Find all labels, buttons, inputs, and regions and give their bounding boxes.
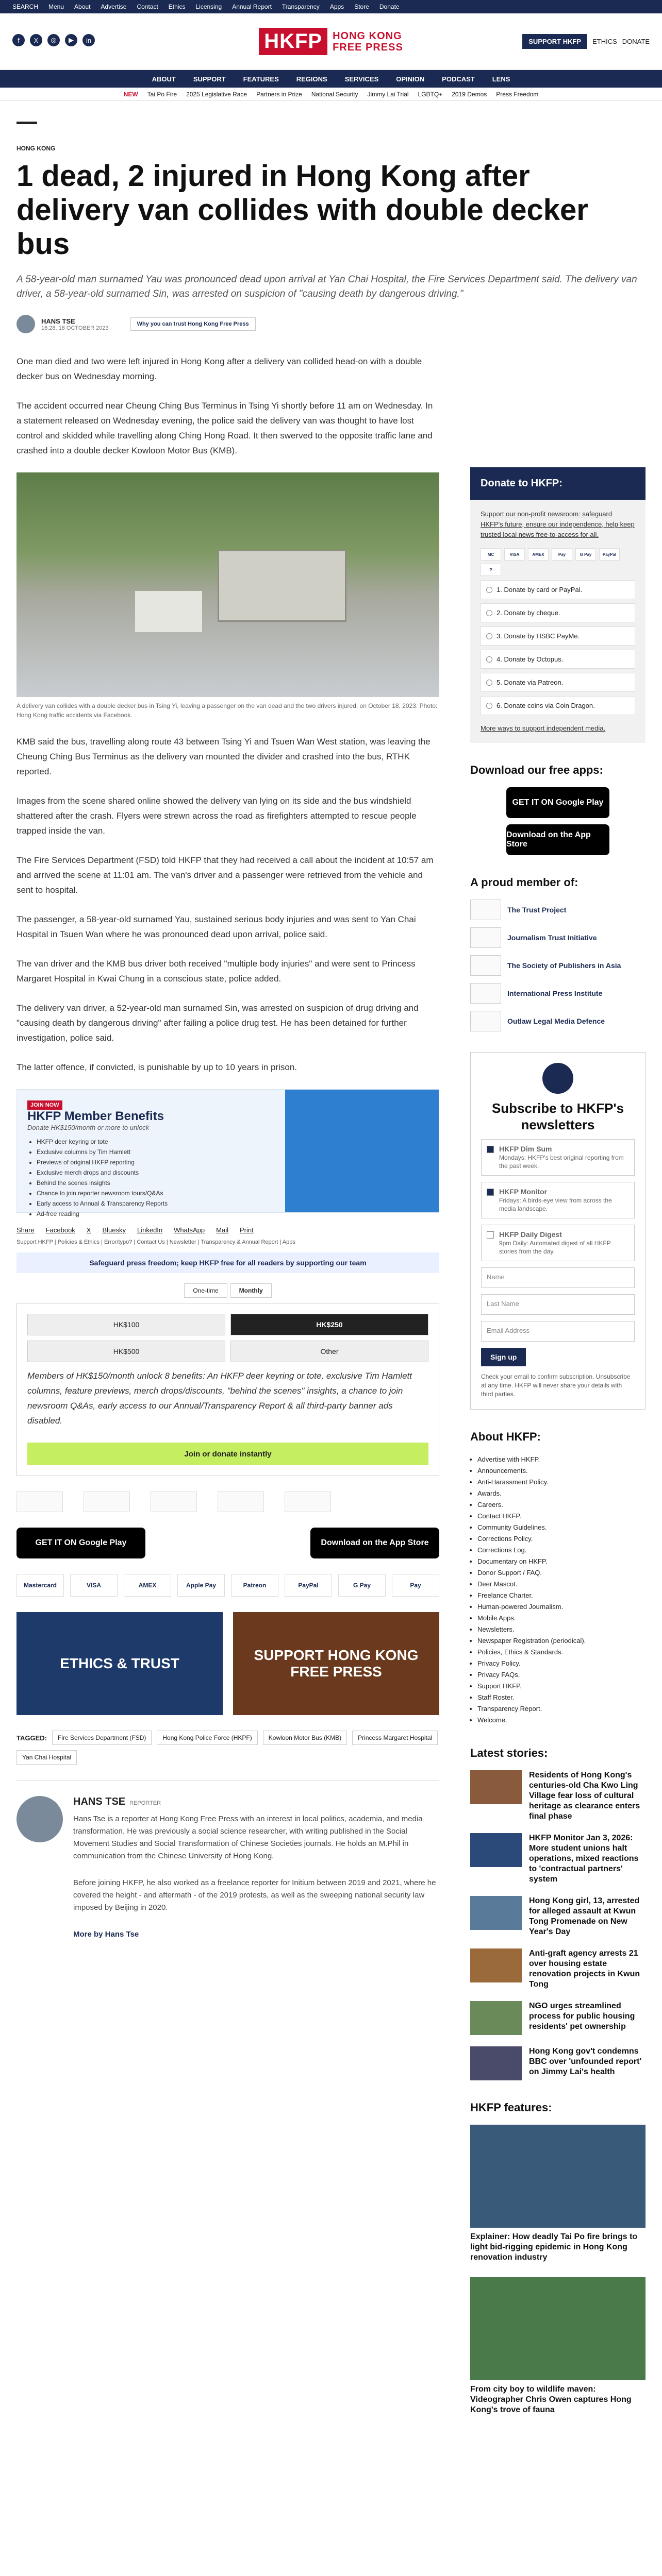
ipi-logo[interactable]	[218, 1492, 264, 1512]
benefit-item: • Chance to join reporter newsroom tours/Q&As	[37, 1188, 275, 1198]
trending-item[interactable]: Tai Po Fire	[147, 90, 177, 98]
trending-item[interactable]: LGBTQ+	[418, 90, 443, 98]
visa-icon: VISA	[504, 548, 525, 561]
nav-podcast[interactable]: PODCAST	[442, 75, 475, 83]
main-nav	[0, 70, 662, 88]
sopa-logo[interactable]	[151, 1492, 197, 1512]
share-whatsapp[interactable]: WhatsApp	[174, 1226, 205, 1234]
x-icon[interactable]: X	[30, 34, 42, 46]
member-org[interactable]	[470, 955, 646, 976]
name-field[interactable]: Name	[481, 1267, 635, 1288]
logo-mark: HKFP	[259, 28, 327, 55]
trending-item[interactable]: Partners in Prize	[256, 90, 302, 98]
author-bio: Hans Tse is a reporter at Hong Kong Free Press with an interest in local politics, academia, and media transformation. He was previously a social science researcher, with writing published in the Social Movement Studies and Social Transformation of Chinese Societies journals. He holds an M.Phil in communication from the Chinese University of Hong Kong.	[73, 1815, 423, 1860]
apple-pay-icon[interactable]: Apple Pay	[177, 1574, 225, 1597]
checkbox-icon	[487, 1189, 494, 1196]
deer-mascot-image	[285, 1090, 439, 1212]
sidebar	[470, 354, 646, 2430]
donate-option[interactable]	[481, 650, 635, 669]
donate-option-label: 1. Donate by card or PayPal.	[496, 586, 583, 594]
amount-other[interactable]: Other	[230, 1341, 428, 1362]
amex-icon[interactable]: AMEX	[124, 1574, 171, 1597]
about-link[interactable]: • Welcome.	[477, 1715, 646, 1726]
amount-option-selected[interactable]: HK$250	[230, 1314, 428, 1335]
menu-link[interactable]: Menu	[48, 3, 64, 10]
logo-line-2: FREE PRESS	[333, 41, 403, 53]
app-store-button[interactable]: Download on the App Store	[310, 1528, 439, 1558]
contact-link[interactable]: Contact	[137, 3, 158, 10]
donate-pay-logos	[481, 548, 635, 576]
about-link[interactable]: • Transparency Report.	[477, 1703, 646, 1715]
apps-heading: Download our free apps:	[470, 764, 603, 776]
paragraph: The delivery van driver, a 52-year-old man surnamed Sin, was arrested on suspicion of drug driving and "causing death by dangerous driving" after failing a police drug test. He has been detained for further investigation, police said.	[16, 1003, 419, 1043]
trending-item[interactable]: National Security	[311, 90, 358, 98]
transparency-link[interactable]: Transparency	[282, 3, 320, 10]
search-link[interactable]: SEARCH	[12, 3, 39, 10]
newsletter-name: HKFP Dim Sum	[499, 1145, 552, 1153]
radio-icon	[486, 703, 492, 709]
benefits-list	[27, 1137, 275, 1219]
trending-item[interactable]: 2019 Demos	[452, 90, 487, 98]
tag[interactable]: Princess Margaret Hospital	[352, 1731, 438, 1745]
about-link[interactable]: • Newsletters.	[477, 1624, 646, 1635]
author-box	[16, 1780, 439, 1955]
checkbox-icon	[487, 1231, 494, 1239]
story-title: HKFP Monitor Jan 3, 2026: More student unions halt operations, mixed reactions to 'contractual partners' system	[529, 1834, 639, 1884]
nav-opinion[interactable]: OPINION	[396, 75, 425, 83]
tag[interactable]: Kowloon Motor Bus (KMB)	[263, 1731, 347, 1745]
trust-pill[interactable]: Why you can trust Hong Kong Free Press	[130, 317, 256, 331]
story-title: Anti-graft agency arrests 21 over housing estate renovation projects in Kwun Tong	[529, 1949, 640, 1989]
mastercard-icon: MC	[481, 548, 501, 561]
top-utility-bar	[0, 0, 662, 13]
about-link[interactable]: About	[74, 3, 91, 10]
donate-button[interactable]: DONATE	[622, 38, 650, 45]
about-link[interactable]: • Newspaper Registration (periodical).	[477, 1635, 646, 1647]
paragraph: One man died and two were left injured in Hong Kong after a delivery van collided head-on with a double decker bus on Wednesday morning.	[16, 357, 422, 381]
member-logo	[470, 1011, 501, 1031]
feature-title[interactable]: From city boy to wildlife maven: Videographer Chris Owen captures Hong Kong's trove of fauna	[470, 2385, 632, 2414]
patreon-icon[interactable]: Patreon	[231, 1574, 278, 1597]
newsletter-name: HKFP Monitor	[499, 1188, 548, 1196]
newsletter-desc: Mondays: HKFP's best original reporting from the past week.	[499, 1154, 624, 1170]
payment-logos	[16, 1574, 439, 1597]
about-link[interactable]: • Corrections Log.	[477, 1545, 646, 1556]
google-play-button[interactable]: GET IT ON Google Play	[506, 787, 609, 818]
latest-story[interactable]	[470, 1833, 646, 1885]
paragraph: The van driver and the KMB bus driver both received "multiple body injuries" and were sent to Princess Margaret Hospital in Kwai Chung in a conscious state, police added.	[16, 959, 416, 984]
member-org-name: The Society of Publishers in Asia	[507, 961, 621, 970]
hkfp-badge-icon	[542, 1063, 573, 1094]
trending-item[interactable]: Jimmy Lai Trial	[367, 90, 409, 98]
linkedin-icon[interactable]: in	[82, 34, 95, 46]
tag[interactable]: Yan Chai Hospital	[16, 1750, 77, 1765]
donate-option-label: 4. Donate by Octopus.	[496, 655, 564, 663]
story-thumbnail	[470, 1896, 522, 1930]
last-name-field[interactable]: Last Name	[481, 1294, 635, 1315]
radio-icon	[486, 587, 492, 593]
about-link[interactable]: • Awards.	[477, 1488, 646, 1499]
trending-label: NEW	[123, 90, 138, 98]
more-ways-link[interactable]: More ways to support independent media.	[481, 724, 606, 732]
amex-icon: AMEX	[528, 548, 549, 561]
join-donate-button[interactable]: Join or donate instantly	[27, 1443, 428, 1465]
feature-image[interactable]	[470, 2277, 646, 2380]
content-wrapper	[16, 122, 646, 2430]
feature-title[interactable]: Explainer: How deadly Tai Po fire brings to light bid-rigging epidemic in Hong Kong renovation industry	[470, 2232, 638, 2262]
member-org[interactable]	[470, 983, 646, 1004]
advertise-link[interactable]: Advertise	[101, 3, 127, 10]
author-photo	[16, 1796, 63, 1842]
newsletter-note: Check your email to confirm subscription. Unsubscribe at any time. HKFP will never share your details with third parties.	[481, 1373, 631, 1398]
app-links	[16, 1528, 439, 1558]
logo-wordmark	[333, 30, 403, 53]
about-link[interactable]: • Mobile Apps.	[477, 1613, 646, 1624]
about-link[interactable]: • Privacy Policy.	[477, 1658, 646, 1669]
apple-pay-icon: Pay	[552, 548, 572, 561]
share-print[interactable]: Print	[239, 1226, 254, 1234]
radio-icon	[486, 633, 492, 639]
join-now-badge: JOIN NOW	[27, 1100, 62, 1110]
sign-up-button[interactable]: Sign up	[481, 1348, 526, 1366]
benefit-item: • Ad-free reading	[37, 1209, 275, 1219]
paragraph: The passenger, a 58-year-old surnamed Yau, sustained serious body injuries and was sent to Yan Chai Hospital in Tsuen Wan where he was pronounced dead upon arrival, police said.	[16, 914, 416, 939]
site-logo[interactable]	[259, 28, 403, 55]
benefits-sub: Donate HK$150/month or more to unlock	[27, 1124, 150, 1131]
about-link[interactable]: • Donor Support / FAQ.	[477, 1567, 646, 1579]
story-thumbnail	[470, 2001, 522, 2035]
newsletter-name: HKFP Daily Digest	[499, 1230, 562, 1239]
about-link[interactable]: • Careers.	[477, 1499, 646, 1511]
trending-item[interactable]: Press Freedom	[496, 90, 539, 98]
share-mail[interactable]: Mail	[216, 1226, 228, 1234]
author-name[interactable]: HANS TSE	[41, 317, 75, 325]
feature-image[interactable]	[470, 2125, 646, 2228]
member-logo	[470, 900, 501, 920]
share-link[interactable]: Share	[16, 1226, 35, 1234]
promo-banners	[16, 1612, 439, 1715]
author-bio-2: Before joining HKFP, he also worked as a freelance reporter for Initium between 2019 and 2021, where he covered the height - and aftermath - of the 2019 protests, as well as the sweeping national security law imposed by Beijing in 2020.	[73, 1878, 436, 1912]
about-list	[470, 1454, 646, 1726]
store-link[interactable]: Store	[354, 3, 369, 10]
latest-story[interactable]	[470, 1896, 646, 1937]
frequency-tabs	[16, 1283, 439, 1298]
social-icons	[12, 34, 95, 46]
story-title: Residents of Hong Kong's centuries-old Cha Kwo Ling Village fear loss of cultural heritage as clearance enters final phase	[529, 1771, 640, 1821]
pay-icon[interactable]: Pay	[392, 1574, 439, 1597]
benefit-item: • Exclusive merch drops and discounts	[37, 1167, 275, 1178]
app-store-button[interactable]: Download on the App Store	[506, 824, 609, 855]
member-org-name: The Trust Project	[507, 906, 567, 914]
member-org-name: Outlaw Legal Media Defence	[507, 1017, 605, 1025]
donate-heading: Donate to HKFP:	[470, 467, 646, 500]
donate-box	[470, 500, 646, 743]
features-heading: HKFP features:	[470, 2101, 552, 2114]
tab-monthly[interactable]: Monthly	[230, 1283, 272, 1298]
nav-services[interactable]: SERVICES	[344, 75, 379, 83]
story-thumbnail	[470, 1948, 522, 1982]
trending-item[interactable]: 2025 Legislative Race	[186, 90, 247, 98]
youtube-icon[interactable]: ▶	[65, 34, 77, 46]
about-link[interactable]: • Staff Roster.	[477, 1692, 646, 1703]
about-link[interactable]: • Announcements.	[477, 1465, 646, 1477]
bus-shape	[218, 550, 346, 622]
donate-option-label: 6. Donate coins via Coin Dragon.	[496, 702, 595, 709]
apps-link[interactable]: Apps	[329, 3, 344, 10]
nav-features[interactable]: FEATURES	[243, 75, 279, 83]
benefit-item: • Exclusive columns by Tim Hamlett	[37, 1147, 275, 1157]
article-title: 1 dead, 2 injured in Hong Kong after delivery van collides with double decker bus	[16, 159, 588, 261]
article-standfirst: A 58-year-old man surnamed Yau was pronounced dead upon arrival at Yan Chai Hospital, the Fire Services Department said. The delivery van driver, a 58-year-old surnamed Sin, was arrested on suspicion of "causing death by dangerous driving."	[16, 274, 637, 299]
benefits-title: HKFP Member Benefits	[27, 1109, 164, 1123]
van-shape	[135, 591, 202, 632]
share-facebook[interactable]: Facebook	[45, 1226, 75, 1234]
about-link[interactable]: • Advertise with HKFP.	[477, 1454, 646, 1465]
newsletter-title: Subscribe to HKFP's newsletters	[491, 1100, 624, 1132]
member-org[interactable]	[470, 1011, 646, 1031]
latest-story[interactable]	[470, 1948, 646, 1990]
donation-amounts	[16, 1303, 439, 1476]
article-columns	[16, 354, 646, 2430]
about-link[interactable]: • Contact HKFP.	[477, 1511, 646, 1522]
visa-icon[interactable]: VISA	[70, 1574, 118, 1597]
facebook-icon[interactable]: f	[12, 34, 25, 46]
member-logo-strip	[16, 1492, 439, 1512]
newsletter-option[interactable]	[481, 1139, 635, 1176]
story-thumbnail	[470, 1770, 522, 1804]
masthead	[0, 13, 662, 70]
newsletter-box	[470, 1052, 646, 1410]
about-link[interactable]: • Anti-Harassment Policy.	[477, 1477, 646, 1488]
google-play-button[interactable]: GET IT ON Google Play	[16, 1528, 145, 1558]
paragraph: The accident occurred near Cheung Ching Bus Terminus in Tsing Yi shortly before 11 am on Wednesday. In a statement released on Wednesday evening, the police said the delivery van was thought to have lost control and skidded while travelling along Ching Hong Road. It then swerved to the opposite traffic lane and crashed into a double decker Kowloon Motor Bus (KMB).	[16, 401, 433, 455]
amount-option[interactable]: HK$100	[27, 1314, 225, 1335]
outlaw-logo[interactable]	[285, 1492, 331, 1512]
member-logo	[470, 983, 501, 1004]
radio-icon	[486, 656, 492, 663]
paypal-icon: PayPal	[599, 548, 620, 561]
sidebar-spacer	[470, 354, 646, 467]
about-link[interactable]: • Policies, Ethics & Standards.	[477, 1647, 646, 1658]
nav-about[interactable]: ABOUT	[152, 75, 176, 83]
latest-story[interactable]	[470, 1770, 646, 1822]
about-link[interactable]: • Privacy FAQs.	[477, 1669, 646, 1681]
mastercard-icon[interactable]: Mastercard	[16, 1574, 64, 1597]
benefit-item: • Behind the scenes insights	[37, 1178, 275, 1188]
story-title: Hong Kong girl, 13, arrested for alleged assault at Kwun Tong Promenade on New Year's Day	[529, 1896, 640, 1936]
ethics-button[interactable]: ETHICS	[592, 38, 617, 45]
newsletter-desc: Fridays: A birds-eye view from across the media landscape.	[499, 1197, 612, 1212]
support-hkfp-button[interactable]: SUPPORT HKFP	[522, 34, 587, 49]
annual-report-link[interactable]: Annual Report	[232, 3, 272, 10]
more-by-author[interactable]: More by Hans Tse	[73, 1930, 139, 1939]
about-link[interactable]: • Human-powered Journalism.	[477, 1601, 646, 1613]
tag[interactable]: Hong Kong Police Force (HKPF)	[157, 1731, 257, 1745]
member-org-name: Journalism Trust Initiative	[507, 934, 597, 942]
latest-heading: Latest stories:	[470, 1747, 548, 1759]
donate-option[interactable]	[481, 626, 635, 646]
benefits-text	[17, 1090, 285, 1217]
donate-link[interactable]: Donate	[379, 3, 400, 10]
author-avatar	[16, 315, 35, 333]
donate-text[interactable]: Support our non-profit newsroom: safeguard HKFP's future, ensure our independence, help keep trusted local news free-to-access for all.	[481, 510, 635, 538]
about-link[interactable]: • Freelance Charter.	[477, 1590, 646, 1601]
share-linkedin[interactable]: LinkedIn	[137, 1226, 163, 1234]
member-benefits-banner[interactable]	[16, 1089, 439, 1217]
paragraph: Images from the scene shared online showed the delivery van lying on its side and the bus windshield shattered after the crash. Flyers were strewn across the road as firefighters attempted to rescue people trapped inside the van.	[16, 796, 417, 836]
google-pay-icon[interactable]: G Pay	[338, 1574, 386, 1597]
trust-project-logo[interactable]	[16, 1492, 63, 1512]
story-thumbnail	[470, 1833, 522, 1867]
latest-story[interactable]	[470, 2046, 646, 2080]
donate-option-label: 2. Donate by cheque.	[496, 609, 560, 617]
trending-bar	[0, 88, 662, 101]
newsletter-desc: 9pm Daily: Automated digest of all HKFP stories from the day.	[499, 1240, 611, 1255]
author-box-name	[73, 1796, 439, 1808]
donate-option[interactable]	[481, 580, 635, 599]
photo-caption: A delivery van collides with a double decker bus in Tsing Yi, leaving a passenger on the van dead and the two drivers injured, on October 18, 2023. Photo: Hong Kong traffic accidents via Facebook.	[16, 702, 438, 719]
support-callout[interactable]: Safeguard press freedom; keep HKFP free for all readers by supporting our team	[16, 1252, 439, 1273]
author-role: REPORTER	[129, 1800, 161, 1806]
latest-story[interactable]	[470, 2001, 646, 2035]
tab-one-time[interactable]: One-time	[184, 1283, 227, 1298]
radio-icon	[486, 680, 492, 686]
newsletter-option[interactable]	[481, 1182, 635, 1218]
tag[interactable]: Fire Services Department (FSD)	[52, 1731, 152, 1745]
policy-links[interactable]: Support HKFP | Policies & Ethics | Error/typo? | Contact Us | Newsletter | Transparency & Annual Report | Apps	[16, 1239, 295, 1245]
benefit-item: • Early access to Annual & Transparency Reports	[37, 1198, 275, 1209]
share-bar	[16, 1226, 439, 1234]
email-field[interactable]: Email Address	[481, 1321, 635, 1342]
paypal-icon[interactable]: PayPal	[285, 1574, 332, 1597]
instagram-icon[interactable]: ◎	[47, 34, 60, 46]
share-bluesky[interactable]: Bluesky	[102, 1226, 126, 1234]
about-heading: About HKFP:	[470, 1430, 541, 1443]
title-rule	[16, 122, 37, 124]
paragraph: The Fire Services Department (FSD) told HKFP that they had received a call about the incident at 10:57 am and arrived the scene at 11:01 am. The van's driver and a passenger were retrieved from the vehicle and sent to hospital.	[16, 855, 434, 895]
member-heading: A proud member of:	[470, 876, 578, 889]
nav-support[interactable]: SUPPORT	[193, 75, 226, 83]
google-pay-icon: G Pay	[575, 548, 596, 561]
paragraph: The latter offence, if convicted, is punishable by up to 10 years in prison.	[16, 1062, 297, 1072]
story-title: Hong Kong gov't condemns BBC over 'unfounded report' on Jimmy Lai's health	[529, 2047, 642, 2076]
checkbox-icon	[487, 1146, 494, 1153]
licensing-link[interactable]: Licensing	[195, 3, 222, 10]
donate-option[interactable]	[481, 696, 635, 715]
amount-note: Members of HK$150/month unlock 8 benefits: An HKFP deer keyring or tote, exclusive Tim Hamlett columns, feature previews, merch drops/discounts, "behind the scenes" insights, a chance to join newsroom Q&As, early access to our Annual/Transparency Report & all third-party banner ads disabled.	[27, 1371, 412, 1426]
benefit-item: • HKFP deer keyring or tote	[37, 1137, 275, 1147]
nav-regions[interactable]: REGIONS	[296, 75, 327, 83]
benefit-item: • Previews of original HKFP reporting	[37, 1157, 275, 1167]
publish-date: 16:28, 18 OCTOBER 2023	[41, 325, 109, 331]
about-link[interactable]: • Community Guidelines.	[477, 1522, 646, 1533]
story-thumbnail	[470, 2046, 522, 2080]
tagged-label: TAGGED:	[16, 1734, 47, 1742]
masthead-actions	[522, 34, 650, 49]
about-link[interactable]: • Documentary on HKFP.	[477, 1556, 646, 1567]
byline	[16, 315, 646, 333]
about-link[interactable]: • Corrections Policy.	[477, 1533, 646, 1545]
logo-line-1: HONG KONG	[333, 30, 402, 42]
member-org[interactable]	[470, 900, 646, 920]
article-category[interactable]: HONG KONG	[16, 145, 56, 152]
jti-logo[interactable]	[84, 1492, 130, 1512]
ethics-banner[interactable]: ETHICS & TRUST	[16, 1612, 223, 1715]
newsletter-option[interactable]	[481, 1225, 635, 1261]
donate-option[interactable]	[481, 603, 635, 622]
member-logo	[470, 927, 501, 948]
member-org-name: International Press Institute	[507, 989, 603, 997]
donate-option[interactable]	[481, 673, 635, 692]
paragraph: KMB said the bus, travelling along route 43 between Tsing Yi and Tsuen Wan West station, was leaving the Cheung Ching Bus Terminus as the delivery van mounted the divider and crashed into the bus, RTHK reported.	[16, 737, 431, 776]
about-link[interactable]: • Deer Mascot.	[477, 1579, 646, 1590]
about-link[interactable]: • Support HKFP.	[477, 1681, 646, 1692]
story-title: NGO urges streamlined process for public housing residents' pet ownership	[529, 2002, 635, 2031]
ethics-link[interactable]: Ethics	[168, 3, 186, 10]
nav-lens[interactable]: LENS	[492, 75, 510, 83]
amount-option[interactable]: HK$500	[27, 1341, 225, 1362]
support-banner[interactable]: SUPPORT HONG KONG FREE PRESS	[233, 1612, 439, 1715]
author-box-name-text[interactable]: HANS TSE	[73, 1796, 126, 1807]
share-x[interactable]: X	[86, 1226, 91, 1234]
tag-list	[16, 1731, 439, 1765]
article-body	[16, 354, 439, 2430]
donate-option-label: 3. Donate by HSBC PayMe.	[496, 632, 580, 640]
patreon-icon: P	[481, 564, 501, 576]
member-logo	[470, 955, 501, 976]
member-org[interactable]	[470, 927, 646, 948]
accident-photo	[16, 472, 439, 697]
donate-option-label: 5. Donate via Patreon.	[496, 679, 564, 686]
radio-icon	[486, 610, 492, 616]
